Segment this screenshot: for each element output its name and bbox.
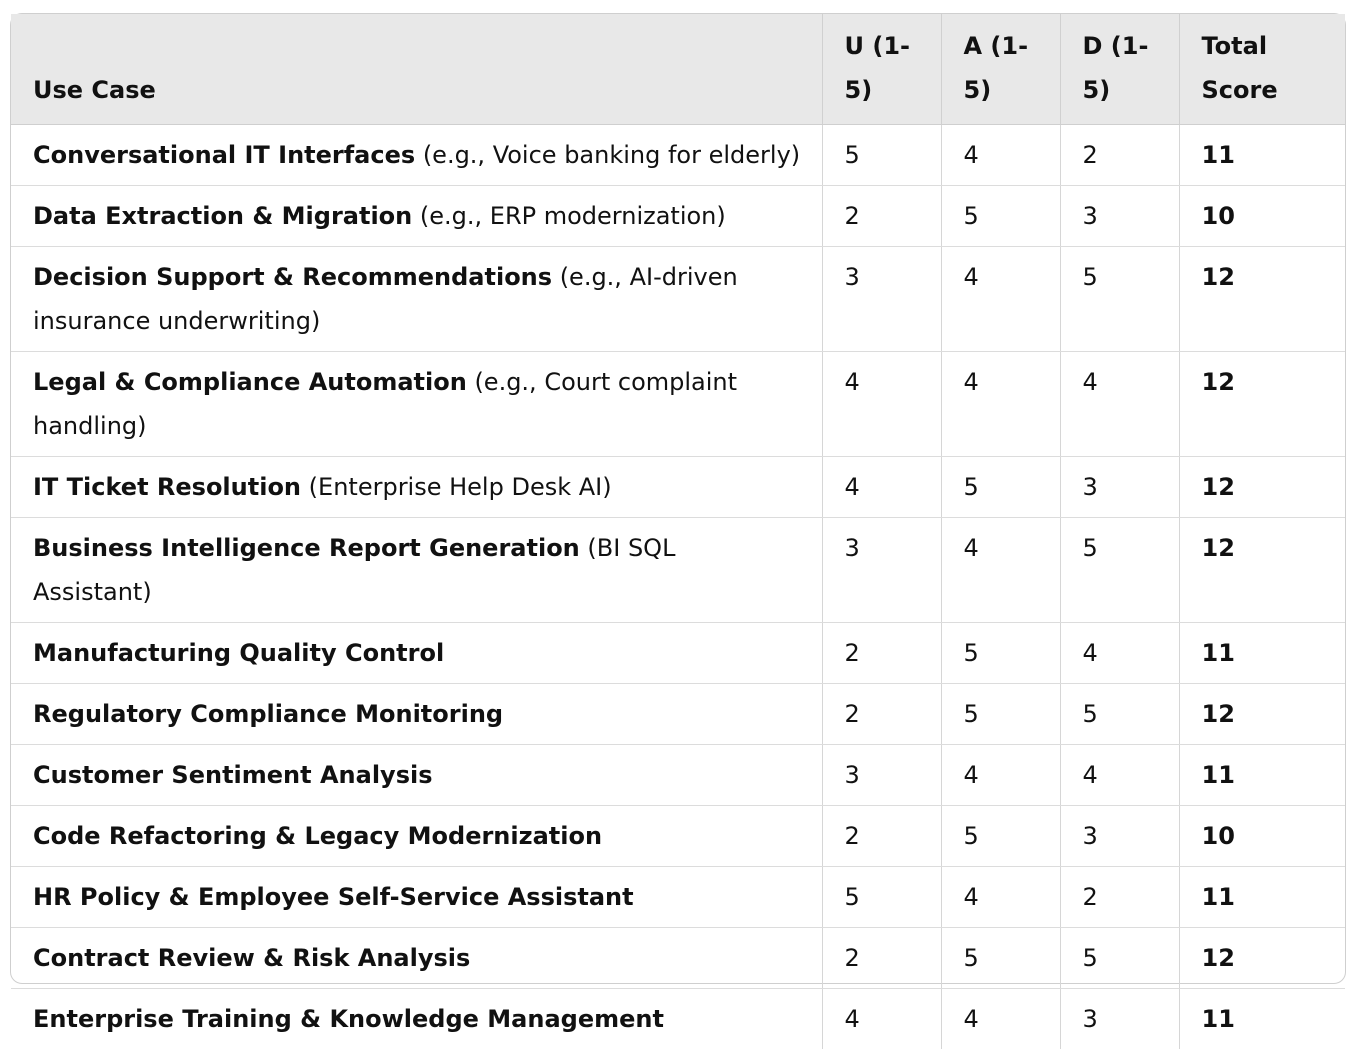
use-case-name: Conversational IT Interfaces [33,141,415,169]
use-case-cell [11,806,822,867]
total-score: 10 [1179,186,1345,247]
use-case-name: Data Extraction & Migration [33,202,412,230]
table-row [11,989,1345,1049]
use-case-cell [11,745,822,806]
use-case-name: Contract Review & Risk Analysis [33,944,470,972]
use-case-detail: (Enterprise Help Desk AI) [309,473,612,501]
use-case-cell [11,989,822,1049]
use-case-name: HR Policy & Employee Self-Service Assistant [33,883,634,911]
table-row [11,125,1345,186]
table-row [11,684,1345,745]
d-score: 2 [1060,867,1179,928]
total-score: 12 [1179,518,1345,623]
u-score: 5 [822,867,941,928]
a-score: 5 [941,928,1060,989]
use-case-cell [11,247,822,352]
table-row [11,867,1345,928]
use-case-cell [11,186,822,247]
use-case-cell [11,352,822,457]
d-score: 5 [1060,684,1179,745]
scoring-table [10,13,1346,984]
use-case-name: Regulatory Compliance Monitoring [33,700,503,728]
use-case-table [11,14,1345,1049]
use-case-name: Decision Support & Recommendations [33,263,552,291]
use-case-detail: (e.g., AI-driven insurance underwriting) [33,263,738,335]
header-d: D (1-5) [1060,14,1179,125]
d-score: 3 [1060,457,1179,518]
header-use-case: Use Case [11,14,822,125]
d-score: 3 [1060,806,1179,867]
a-score: 5 [941,684,1060,745]
use-case-name: Enterprise Training & Knowledge Management [33,1005,664,1033]
u-score: 3 [822,247,941,352]
u-score: 4 [822,989,941,1049]
d-score: 5 [1060,518,1179,623]
table-row [11,186,1345,247]
a-score: 5 [941,457,1060,518]
total-score: 12 [1179,928,1345,989]
header-a: A (1-5) [941,14,1060,125]
use-case-cell [11,518,822,623]
use-case-detail: (e.g., Court complaint handling) [33,368,737,440]
use-case-detail: (e.g., ERP modernization) [420,202,726,230]
use-case-detail: (e.g., Voice banking for elderly) [423,141,800,169]
d-score: 5 [1060,247,1179,352]
table-row [11,518,1345,623]
a-score: 4 [941,867,1060,928]
d-score: 5 [1060,928,1179,989]
a-score: 4 [941,247,1060,352]
header-total-score: Total Score [1179,14,1345,125]
total-score: 11 [1179,867,1345,928]
u-score: 2 [822,928,941,989]
d-score: 4 [1060,623,1179,684]
a-score: 4 [941,989,1060,1049]
total-score: 11 [1179,745,1345,806]
table-row [11,457,1345,518]
a-score: 4 [941,745,1060,806]
d-score: 4 [1060,745,1179,806]
total-score: 11 [1179,989,1345,1049]
a-score: 5 [941,623,1060,684]
use-case-detail: (BI SQL Assistant) [33,534,675,606]
header-u: U (1-5) [822,14,941,125]
total-score: 12 [1179,457,1345,518]
u-score: 2 [822,684,941,745]
use-case-name: Legal & Compliance Automation [33,368,467,396]
total-score: 12 [1179,684,1345,745]
use-case-cell [11,623,822,684]
u-score: 4 [822,457,941,518]
use-case-name: Business Intelligence Report Generation [33,534,580,562]
total-score: 11 [1179,125,1345,186]
use-case-cell [11,684,822,745]
d-score: 3 [1060,186,1179,247]
table-row [11,623,1345,684]
u-score: 2 [822,186,941,247]
d-score: 3 [1060,989,1179,1049]
total-score: 11 [1179,623,1345,684]
a-score: 4 [941,125,1060,186]
d-score: 2 [1060,125,1179,186]
a-score: 5 [941,806,1060,867]
total-score: 10 [1179,806,1345,867]
use-case-cell [11,125,822,186]
a-score: 4 [941,518,1060,623]
a-score: 4 [941,352,1060,457]
u-score: 2 [822,806,941,867]
table-row [11,745,1345,806]
table-row [11,928,1345,989]
u-score: 3 [822,518,941,623]
u-score: 4 [822,352,941,457]
total-score: 12 [1179,352,1345,457]
table-row [11,806,1345,867]
table-row [11,352,1345,457]
d-score: 4 [1060,352,1179,457]
use-case-cell [11,457,822,518]
u-score: 5 [822,125,941,186]
total-score: 12 [1179,247,1345,352]
u-score: 2 [822,623,941,684]
use-case-name: Code Refactoring & Legacy Modernization [33,822,602,850]
use-case-cell [11,867,822,928]
a-score: 5 [941,186,1060,247]
use-case-name: Manufacturing Quality Control [33,639,444,667]
u-score: 3 [822,745,941,806]
table-header-row [11,14,1345,125]
table-row [11,247,1345,352]
use-case-cell [11,928,822,989]
use-case-name: Customer Sentiment Analysis [33,761,433,789]
use-case-name: IT Ticket Resolution [33,473,301,501]
